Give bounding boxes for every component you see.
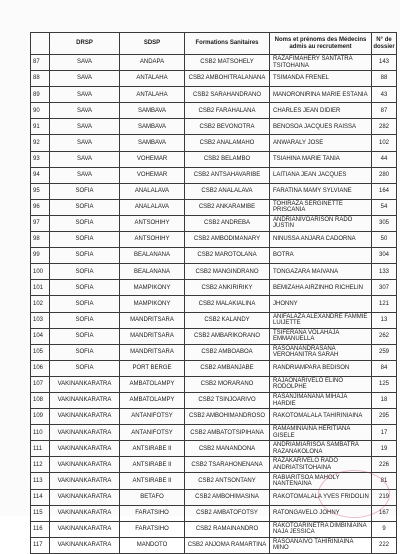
formation-cell: CSB2 MATSOHELY [185,55,270,71]
row-number: 87 [31,55,50,71]
formation-cell: CSB2 AMBARIKORANO [185,328,270,344]
dossier-number-cell: 54 [372,199,397,215]
formation-cell: CSB2 MAROTOLANA [185,248,270,264]
dossier-number-cell: 259 [372,344,397,360]
table-row [31,248,397,264]
formation-cell: CSB2 BELAMBO [185,151,270,167]
dossier-number-cell: 13 [372,312,397,328]
doctor-name-cell: BEMIZAHA AIRZINHO RICHELIN [270,280,372,296]
dossier-number-cell: 88 [372,71,397,87]
row-number: 109 [31,409,50,425]
table-row [31,521,397,537]
dossier-number-cell: 282 [372,119,397,135]
formation-cell: CSB2 BEVONOTRA [185,119,270,135]
sdsp-cell: ANTANIFOTSY [120,425,185,441]
dossier-number-cell: 304 [372,248,397,264]
doctor-name-cell: RABIARITSOA MAHOLY NANTENAINA [270,473,372,489]
col-header-drsp: DRSP [50,33,120,55]
sdsp-cell: MANDOTO [120,537,185,553]
official-stamp [318,470,390,518]
table-header-row [31,33,397,55]
table-row [31,135,397,151]
row-number: 104 [31,328,50,344]
table-row [31,151,397,167]
dossier-number-cell: 307 [372,280,397,296]
formation-cell: CSB2 AMBOHITRALANANA [185,71,270,87]
drsp-cell: SAVA [50,103,120,119]
sdsp-cell: FARATSIHO [120,505,185,521]
drsp-cell: VAKINANKARATRA [50,473,120,489]
drsp-cell: VAKINANKARATRA [50,409,120,425]
drsp-cell: SOFIA [50,296,120,312]
sdsp-cell: MANDRITSARA [120,328,185,344]
sdsp-cell: BETAFO [120,489,185,505]
sdsp-cell: AMBATOLAMPY [120,392,185,408]
doctor-name-cell: RAKOTOMALALA YVES FRIDOLIN [270,489,372,505]
drsp-cell: SAVA [50,87,120,103]
doctor-name-cell: FARATINA MAMY SYLVIANE [270,183,372,199]
formation-cell: CSB2 ANTSAHAVARIBE [185,167,270,183]
dossier-number-cell: 43 [372,87,397,103]
table-row [31,280,397,296]
table-row [31,199,397,215]
sdsp-cell: ANTANIFOTSY [120,409,185,425]
sdsp-cell: PORT BERGE [120,360,185,376]
col-header-noms: Noms et prénoms des Médecins admis au recrutement [270,33,372,55]
table-row [31,425,397,441]
formation-cell: CSB2 SARAHANDRANO [185,87,270,103]
dossier-number-cell: 305 [372,215,397,231]
sdsp-cell: BEALANANA [120,248,185,264]
row-number: 92 [31,135,50,151]
row-number: 94 [31,167,50,183]
row-number: 99 [31,248,50,264]
doctor-name-cell: ANIFALAZA ALEXANDRE FAMMIE LUIJETTE [270,312,372,328]
row-number: 89 [31,87,50,103]
row-number: 113 [31,473,50,489]
formation-cell: CSB2 AMBOHIMASINA [185,489,270,505]
drsp-cell: SOFIA [50,344,120,360]
dossier-number-cell: 219 [372,489,397,505]
dossier-number-cell: 262 [372,328,397,344]
table-row [31,215,397,231]
drsp-cell: SAVA [50,135,120,151]
row-number: 103 [31,312,50,328]
dossier-number-cell: 44 [372,151,397,167]
col-header-number [31,33,50,55]
drsp-cell: SAVA [50,119,120,135]
drsp-cell: SOFIA [50,215,120,231]
sdsp-cell: MANDRITSARA [120,312,185,328]
doctor-name-cell: ANDRIAMIARISOA SAMBATRA RAZANAKOLONA [270,441,372,457]
doctor-name-cell: JHONNY [270,296,372,312]
dossier-number-cell: 143 [372,55,397,71]
doctor-name-cell: RAKOTOARINETRA DIMBINIAINA NAJA JESSICA [270,521,372,537]
sdsp-cell: MAMPIKONY [120,280,185,296]
drsp-cell: SOFIA [50,248,120,264]
doctor-name-cell: LAITIANA JEAN JACQUES [270,167,372,183]
row-number: 102 [31,296,50,312]
table-row [31,167,397,183]
table-row [31,344,397,360]
dossier-number-cell: 133 [372,264,397,280]
row-number: 95 [31,183,50,199]
row-number: 88 [31,71,50,87]
row-number: 106 [31,360,50,376]
doctor-name-cell: TONGAZARA MAIVANA [270,264,372,280]
dossier-number-cell: 226 [372,457,397,473]
formation-cell: CSB2 ANALAMAHO [185,135,270,151]
row-number: 110 [31,425,50,441]
doctor-name-cell: RAZAKARIVELO RADO ANDRIATSITOHAINA [270,457,372,473]
sdsp-cell: AMBATOLAMPY [120,376,185,392]
dossier-number-cell: 17 [372,425,397,441]
drsp-cell: SOFIA [50,199,120,215]
table-row [31,441,397,457]
table-row [31,360,397,376]
formation-cell: CSB2 TSARAHONENANA [185,457,270,473]
row-number: 101 [31,280,50,296]
formation-cell: CSB2 MANGINDRANO [185,264,270,280]
row-number: 93 [31,151,50,167]
doctor-name-cell: RASOANAIVO TAHIRINIAINA MINO [270,537,372,553]
formation-cell: CSB2 ANTSONTANY [185,473,270,489]
dossier-number-cell: 19 [372,441,397,457]
row-number: 98 [31,232,50,248]
sdsp-cell: ANTSIRABE II [120,457,185,473]
formation-cell: CSB2 RAMAINANDRO [185,521,270,537]
row-number: 97 [31,215,50,231]
drsp-cell: VAKINANKARATRA [50,537,120,553]
drsp-cell: VAKINANKARATRA [50,489,120,505]
col-header-dossier: N° de dossier [372,33,397,55]
formation-cell: CSB2 AMBANJABE [185,360,270,376]
sdsp-cell: ANTSIRABE II [120,473,185,489]
sdsp-cell: FARATSIHO [120,521,185,537]
dossier-number-cell: 222 [372,537,397,553]
sdsp-cell: ANTALAHA [120,71,185,87]
drsp-cell: VAKINANKARATRA [50,392,120,408]
doctor-name-cell: TSIMANDA FRENEL [270,71,372,87]
doctor-name-cell: BOTRA [270,248,372,264]
sdsp-cell: MANDRITSARA [120,344,185,360]
formation-cell: CSB2 AMBOHIMANDROSO [185,409,270,425]
table-row [31,55,397,71]
doctor-name-cell: ANDRIANIVOARISON RADO JUSTIN [270,215,372,231]
formation-cell: CSB2 KALANDY [185,312,270,328]
dossier-number-cell: 125 [372,376,397,392]
doctor-name-cell: RANDRIAMPARA BEDISON [270,360,372,376]
doctor-name-cell: RAZAFIMAHERY SANTATRA TSITOHAINA [270,55,372,71]
table-row [31,312,397,328]
table-row [31,376,397,392]
table-row [31,537,397,553]
dossier-number-cell: 102 [372,135,397,151]
drsp-cell: SAVA [50,71,120,87]
sdsp-cell: BEALANANA [120,264,185,280]
formation-cell: CSB2 ANKIRIRIKY [185,280,270,296]
sdsp-cell: ANTSOHIHY [120,215,185,231]
drsp-cell: VAKINANKARATRA [50,376,120,392]
row-number: 115 [31,505,50,521]
row-number: 112 [31,457,50,473]
row-number: 96 [31,199,50,215]
row-number: 116 [31,521,50,537]
drsp-cell: VAKINANKARATRA [50,457,120,473]
sdsp-cell: ANTSIRABE II [120,441,185,457]
doctor-name-cell: RATONGAVELO JOHNY [270,505,372,521]
table-row [31,103,397,119]
formation-cell: CSB2 AMBODIMANARY [185,232,270,248]
doctor-name-cell: TOHIRAZA SERGINETTE PRISCANIA [270,199,372,215]
doctor-name-cell: RAKOTOMALALA TAHIRINIAINA [270,409,372,425]
formation-cell: CSB2 ANALALAVA [185,183,270,199]
doctor-name-cell: RAJAONARIVELO ELINO RODOLPHE [270,376,372,392]
doctor-name-cell: RASOANANDRASANA VEROHANITRA SARAH [270,344,372,360]
sdsp-cell: SAMBAVA [120,135,185,151]
sdsp-cell: SAMBAVA [120,103,185,119]
sdsp-cell: ANTALAHA [120,87,185,103]
row-number: 111 [31,441,50,457]
sdsp-cell: SAMBAVA [120,119,185,135]
drsp-cell: SOFIA [50,183,120,199]
formation-cell: CSB2 ANKARAMIBE [185,199,270,215]
drsp-cell: VAKINANKARATRA [50,425,120,441]
dossier-number-cell: 84 [372,360,397,376]
formation-cell: CSB2 FARAHALANA [185,103,270,119]
doctor-name-cell: RASANJIMANANA MIHAJA HARDIE [270,392,372,408]
dossier-number-cell: 87 [372,103,397,119]
formation-cell: CSB2 MANANDONA [185,441,270,457]
formation-cell: CSB2 ANJOMA RAMARTINA [185,537,270,553]
dossier-number-cell: 280 [372,167,397,183]
drsp-cell: SOFIA [50,328,120,344]
drsp-cell: VAKINANKARATRA [50,441,120,457]
row-number: 117 [31,537,50,553]
row-number: 107 [31,376,50,392]
drsp-cell: SOFIA [50,232,120,248]
table-row [31,392,397,408]
table-row [31,183,397,199]
dossier-number-cell: 121 [372,296,397,312]
sdsp-cell: ANTSOHIHY [120,232,185,248]
table-row [31,87,397,103]
drsp-cell: VAKINANKARATRA [50,521,120,537]
col-header-sdsp: SDSP [120,33,185,55]
doctor-name-cell: BENOSOA JACQUES RAISSA [270,119,372,135]
dossier-number-cell: 50 [372,232,397,248]
drsp-cell: SOFIA [50,264,120,280]
drsp-cell: SAVA [50,167,120,183]
dossier-number-cell: 18 [372,392,397,408]
drsp-cell: VAKINANKARATRA [50,505,120,521]
sdsp-cell: ANALALAVA [120,183,185,199]
doctor-name-cell: NINUSSA ANJARA CADORNA [270,232,372,248]
sdsp-cell: VOHEMAR [120,167,185,183]
row-number: 114 [31,489,50,505]
formation-cell: CSB2 AMBOABOA [185,344,270,360]
row-number: 100 [31,264,50,280]
dossier-number-cell: 295 [372,409,397,425]
doctor-name-cell: ANWARALY JOSE [270,135,372,151]
row-number: 108 [31,392,50,408]
formation-cell: CSB2 AMBATOTSIPIHANA [185,425,270,441]
sdsp-cell: ANALALAVA [120,199,185,215]
doctor-name-cell: CHARLES JEAN DIDIER [270,103,372,119]
formation-cell: CSB2 MORARANO [185,376,270,392]
doctor-name-cell: MANORONIRINA MARIE ESTANIA [270,87,372,103]
sdsp-cell: VOHEMAR [120,151,185,167]
dossier-number-cell: 167 [372,505,397,521]
formation-cell: CSB2 MALAKIALINA [185,296,270,312]
table-row [31,409,397,425]
table-row [31,232,397,248]
drsp-cell: SOFIA [50,360,120,376]
doctor-name-cell: TSIFERANA VOLAHAJA EMMANUELLA [270,328,372,344]
formation-cell: CSB2 ANDREBA [185,215,270,231]
row-number: 90 [31,103,50,119]
drsp-cell: SAVA [50,55,120,71]
table-row [31,71,397,87]
table-row [31,119,397,135]
doctor-name-cell: RAMAMINIAINA HERITIANA GISELE [270,425,372,441]
row-number: 105 [31,344,50,360]
drsp-cell: SOFIA [50,280,120,296]
drsp-cell: SOFIA [50,312,120,328]
formation-cell: CSB2 AMBATOFOTSY [185,505,270,521]
dossier-number-cell: 81 [372,473,397,489]
table-row [31,264,397,280]
row-number: 91 [31,119,50,135]
doctor-name-cell: TSIAHINA MARIE TANIA [270,151,372,167]
sdsp-cell: ANDAPA [120,55,185,71]
col-header-formations: Formations Sanitaires [185,33,270,55]
table-row [31,296,397,312]
drsp-cell: SAVA [50,151,120,167]
formation-cell: CSB2 TSINJOARIVO [185,392,270,408]
dossier-number-cell: 164 [372,183,397,199]
table-row [31,328,397,344]
sdsp-cell: MAMPIKONY [120,296,185,312]
dossier-number-cell: 9 [372,521,397,537]
